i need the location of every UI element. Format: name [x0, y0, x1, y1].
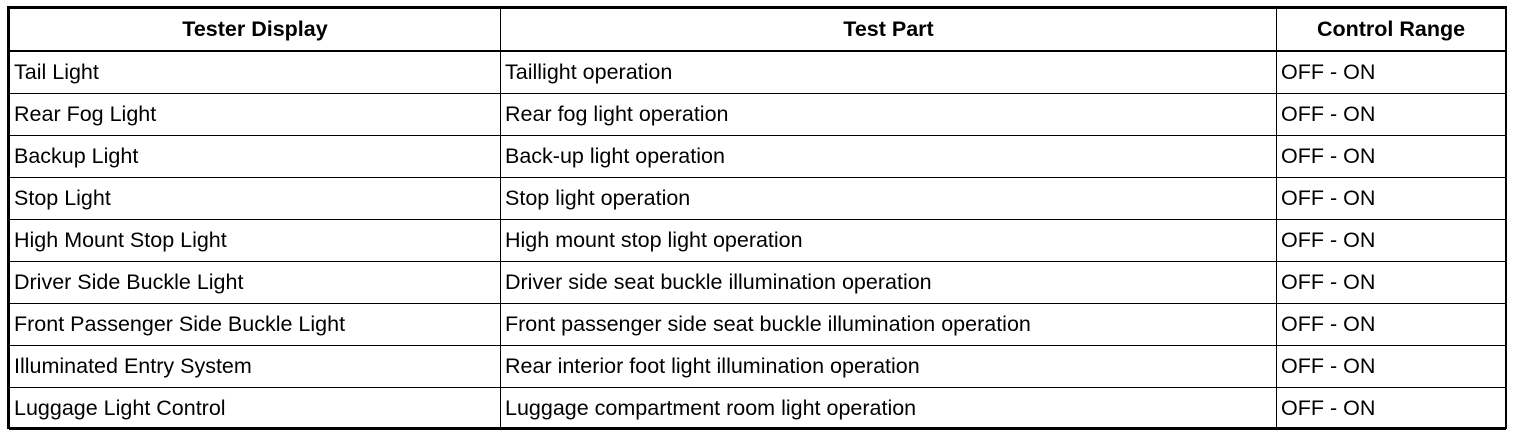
cell-control-range: OFF - ON	[1277, 94, 1506, 136]
table-row	[10, 136, 1506, 178]
cell-test-part: Luggage compartment room light operation	[501, 388, 1277, 430]
cell-tester-display: Tail Light	[10, 51, 501, 94]
table-row	[10, 51, 1506, 94]
cell-tester-display: Luggage Light Control	[10, 388, 501, 430]
table-row	[10, 94, 1506, 136]
tester-display-table	[9, 8, 1506, 430]
cell-control-range: OFF - ON	[1277, 178, 1506, 220]
header-control-range: Control Range	[1277, 9, 1506, 52]
cell-control-range: OFF - ON	[1277, 262, 1506, 304]
cell-test-part: Front passenger side seat buckle illumination operation	[501, 304, 1277, 346]
cell-control-range: OFF - ON	[1277, 388, 1506, 430]
cell-test-part: Driver side seat buckle illumination operation	[501, 262, 1277, 304]
cell-tester-display: Illuminated Entry System	[10, 346, 501, 388]
cell-control-range: OFF - ON	[1277, 51, 1506, 94]
cell-control-range: OFF - ON	[1277, 304, 1506, 346]
table-row	[10, 346, 1506, 388]
table-row	[10, 304, 1506, 346]
cell-tester-display: Rear Fog Light	[10, 94, 501, 136]
cell-test-part: Rear interior foot light illumination operation	[501, 346, 1277, 388]
table-row	[10, 220, 1506, 262]
table-row	[10, 388, 1506, 430]
cell-test-part: High mount stop light operation	[501, 220, 1277, 262]
header-test-part: Test Part	[501, 9, 1277, 52]
table-row	[10, 178, 1506, 220]
table-row	[10, 262, 1506, 304]
cell-control-range: OFF - ON	[1277, 220, 1506, 262]
cell-tester-display: Backup Light	[10, 136, 501, 178]
cell-test-part: Rear fog light operation	[501, 94, 1277, 136]
cell-test-part: Back-up light operation	[501, 136, 1277, 178]
header-tester-display: Tester Display	[10, 9, 501, 52]
cell-tester-display: Driver Side Buckle Light	[10, 262, 501, 304]
cell-test-part: Stop light operation	[501, 178, 1277, 220]
cell-tester-display: High Mount Stop Light	[10, 220, 501, 262]
cell-control-range: OFF - ON	[1277, 346, 1506, 388]
data-table-frame	[7, 6, 1507, 429]
cell-control-range: OFF - ON	[1277, 136, 1506, 178]
table-header-row	[10, 9, 1506, 52]
cell-test-part: Taillight operation	[501, 51, 1277, 94]
cell-tester-display: Front Passenger Side Buckle Light	[10, 304, 501, 346]
cell-tester-display: Stop Light	[10, 178, 501, 220]
